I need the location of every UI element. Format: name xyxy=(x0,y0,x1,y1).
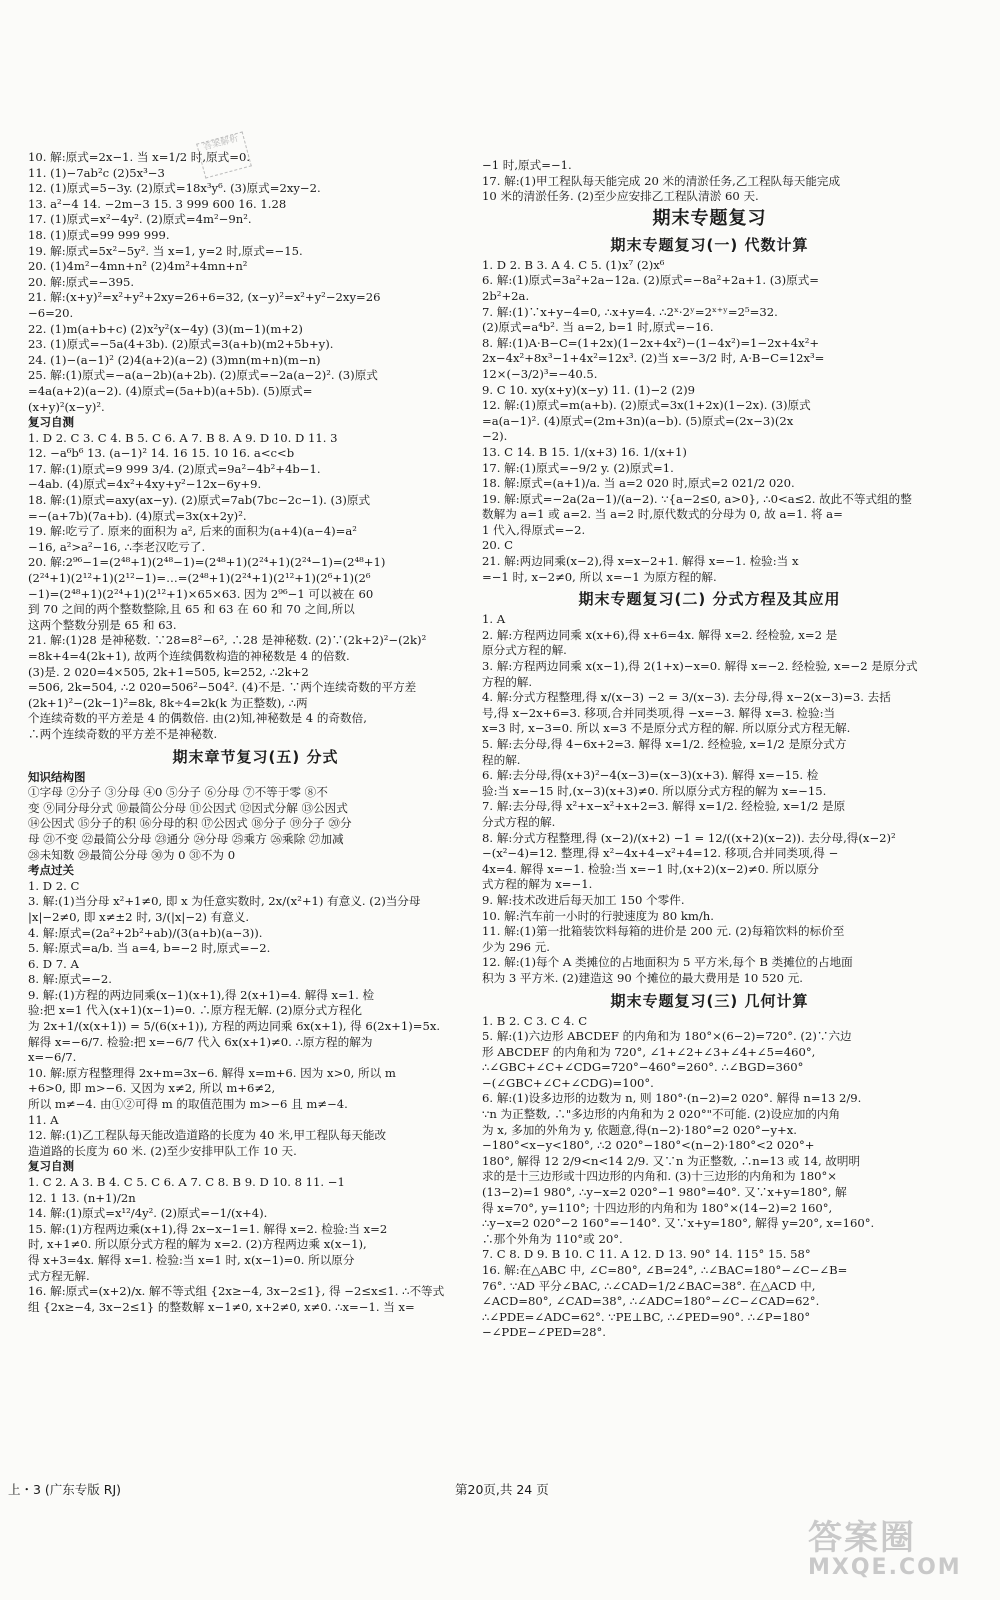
answer-line: 分式方程的解. xyxy=(482,814,556,829)
right-column xyxy=(482,158,937,1341)
answer-line: 数解为 a=1 或 a=2. 当 a=2 时,原代数式的分母为 0, 故 a=1. 将 a= xyxy=(482,507,843,522)
answer-line: 21. 解:(1)28 是神秘数. ∵28=8²−6², ∴28 是神秘数. (2)∵(2k+2)²−(2k)² xyxy=(28,633,427,648)
answer-line: 7. 解:去分母,得 x²+x−x²+x+2=3. 解得 x=1/2. 经检验, x=1/2 是原 xyxy=(482,799,846,814)
answer-line: 19. 解:原式=−2a(2a−1)/(a−2). ∵{a−2≤0, a>0}, ∴0<a≤2. 故此不等式组的整 xyxy=(482,491,912,506)
answer-line: 1. A xyxy=(482,612,506,627)
answer-line: +6>0, 即 m>−6. 又因为 x≠2, 所以 m+6≠2, xyxy=(28,1081,276,1096)
answer-line: 解得 x=−6/7. 检验:把 x=−6/7 代入 6x(x+1)≠0. ∴原方程的解为 xyxy=(28,1034,373,1049)
answer-line: 13. a²−4 14. −2m−3 15. 3 999 600 16. 1.28 xyxy=(28,196,287,211)
answer-line: 1. B 2. C 3. C 4. C xyxy=(482,1013,588,1028)
answer-line: =−(a+7b)(7a+b). (4)原式=3x(x+2y)². xyxy=(28,508,247,523)
answer-line: ∵n 为正整数, ∴"多边形的内角和为 2 020°"不可能. (2)设应加的内角 xyxy=(482,1107,841,1122)
answer-line: 17. 解:(1)甲工程队每天能完成 20 米的清淤任务,乙工程队每天能完成 xyxy=(482,173,841,188)
answer-line: 7. 解:(1)∵x+y−4=0, ∴x+y=4. ∴2ˣ·2ʸ=2ˣ⁺ʸ=2⁵=32. xyxy=(482,304,778,319)
watermark-title: 答案圈 xyxy=(808,1518,916,1558)
answer-line: x=−6/7. xyxy=(28,1050,77,1065)
answer-line: 20. (1)4m²−4mn+n² (2)4m²+4mn+n² xyxy=(28,259,248,274)
answer-line: 6. 解:(1)原式=3a²+2a−12a. (2)原式=−8a²+2a+1. (3)原式= xyxy=(482,273,820,288)
answer-line: 式方程的解为 x=−1. xyxy=(482,877,593,892)
answer-line: 23. (1)原式=−5a(4+3b). (2)原式=3(a+b)(m2+5b+y). xyxy=(28,337,334,352)
answer-line: 20. C xyxy=(482,538,513,553)
section-subheading: 期末专题复习(一) 代数计算 xyxy=(610,235,809,254)
answer-line: 12. −a⁶b⁶ 13. (a−1)² 14. 16 15. 10 16. a<c<b xyxy=(28,446,295,461)
answer-line: 验:把 x=1 代入(x+1)(x−1)=0. ∴原方程无解. (2)原分式方程化 xyxy=(28,1003,363,1018)
answer-line: 验:当 x=−15 时,(x−3)(x+3)≠0. 所以原分式方程的解为 x=−15. xyxy=(482,783,827,798)
answer-line: 14. 解:(1)原式=x¹²/4y². (2)原式=−1/(x+4). xyxy=(28,1206,268,1221)
answer-line: 16. 解:在△ABC 中, ∠C=80°, ∠B=24°, ∴∠BAC=180°−∠C−∠B= xyxy=(482,1263,848,1277)
answer-line: =a(a−1)². (4)原式=(2m+3n)(a−b). (5)原式=(2x−3)(2x xyxy=(482,413,794,428)
section-subheading: 期末专题复习(二) 分式方程及其应用 xyxy=(578,590,841,609)
answer-line: (x+y)²(x−y)². xyxy=(28,399,105,414)
answer-line: 17. 解:(1)原式=−9/2 y. (2)原式=1. xyxy=(482,460,674,475)
answer-line: 5. 解:去分母,得 4−6x+2=3. 解得 x=1/2. 经检验, x=1/2 是原分式方 xyxy=(482,737,847,751)
answer-line: 15. 解:(1)方程两边乘(x+1),得 2x−x−1=1. 解得 x=2. 检验:当 x=2 xyxy=(28,1221,388,1236)
answer-line: 10. 解:汽车前一小时的行驶速度为 80 km/h. xyxy=(482,908,714,923)
answer-line: 到 70 之间的两个整数整除,且 65 和 63 在 60 和 70 之间,所以 xyxy=(28,602,355,617)
answer-line: (13−2)=1 980°, ∴y−x=2 020°−1 980°=40°. 又∵x+y=180°, 解 xyxy=(482,1185,847,1200)
answer-line: 20. 解:原式=−395. xyxy=(28,274,135,289)
answer-line: 1. C 2. A 3. B 4. C 5. C 6. A 7. C 8. B 9. D 10. 8 11. −1 xyxy=(28,1175,345,1189)
answer-line: 2b²+2a. xyxy=(482,288,530,303)
answer-line: 形 ABCDEF 的内角和为 720°, ∠1+∠2+∠3+∠4+∠5=460°, xyxy=(482,1044,816,1059)
answer-line: 2. 解:方程两边同乘 x(x+6),得 x+6=4x. 解得 x=2. 经检验, x=2 是 xyxy=(482,627,838,642)
answer-line: 21. 解:两边同乘(x−2),得 x=x−2+1. 解得 x=−1. 检验:当 x xyxy=(482,554,799,569)
answer-line: 9. C 10. xy(x+y)(x−y) 11. (1)−2 (2)9 xyxy=(482,382,696,397)
answer-line: 所以 m≠−4. 由①②可得 m 的取值范围为 m>−6 且 m≠−4. xyxy=(28,1097,348,1112)
answer-line: ∠ACD=80°, ∠CAD=38°, ∴∠ADC=180°−∠C−∠CAD=62°. xyxy=(482,1294,820,1309)
answer-line: 式方程无解. xyxy=(28,1268,90,1283)
answer-line: ⑭公因式 ⑮分子的积 ⑯分母的积 ⑰公因式 ⑱分子 ⑲分子 ⑳分 xyxy=(28,816,352,831)
answer-line: 6. D 7. A xyxy=(28,956,79,971)
answer-line: 4. 解:原式=(2a²+2b²+ab)/(3(a+b)(a−3)). xyxy=(28,925,263,940)
answer-line: 1. D 2. B 3. A 4. C 5. (1)x⁷ (2)x⁶ xyxy=(482,257,665,272)
answer-line: 11. A xyxy=(28,1112,59,1127)
answer-line: 少为 296 元. xyxy=(482,939,550,954)
answer-line: 17. (1)原式=x²−4y². (2)原式=4m²−9n². xyxy=(28,212,252,227)
section-subheading: 期末专题复习(三) 几何计算 xyxy=(610,991,809,1010)
answer-line: −6=20. xyxy=(28,305,74,320)
answer-line: −180°<x−y<180°, ∴2 020°−180°<(n−2)·180°<2 020°+ xyxy=(482,1138,815,1153)
answer-line: 18. 解:原式=(a+1)/a. 当 a=2 020 时,原式=2 021/2 020. xyxy=(482,476,795,491)
answer-line: 个连续奇数的平方差是 4 的偶数倍. 由(2)知,神秘数是 4 的奇数倍, xyxy=(28,711,367,726)
answer-line: 5. 解:原式=a/b. 当 a=4, b=−2 时,原式=−2. xyxy=(28,941,271,956)
answer-line: 组 {2x≥−4, 3x−2≤1} 的整数解 x−1≠0, x+2≠0, x≠0. ∴x=−1. 当 x= xyxy=(28,1299,415,1314)
answer-line: 9. 解:技术改进后每天加工 150 个零件. xyxy=(482,892,685,907)
answer-line: 25. 解:(1)原式=−a(a−2b)(a+2b). (2)原式=−2a(a−2)². (3)原式 xyxy=(28,368,378,383)
answer-line: 时, x+1≠0. 所以原分式方程的解为 x=2. (2)方程两边乘 x(x−1), xyxy=(28,1237,367,1252)
answer-line: 5. 解:(1)六边形 ABCDEF 的内角和为 180°×(6−2)=720°. (2)∵六边 xyxy=(482,1029,852,1044)
answer-line: 4. 解:分式方程整理,得 x/(x−3) −2 = 3/(x−3). 去分母,得 x−2(x−3)=3. 去括 xyxy=(482,690,891,705)
answer-line: 得 x=70°, y=110°; 十四边形的内角和为 180°×(14−2)=2 160°, xyxy=(482,1200,833,1215)
answer-line: 6. 解:(1)设多边形的边数为 n, 则 180°·(n−2)=2 020°. 解得 n=13 2/9. xyxy=(482,1091,862,1106)
answer-line: 号,得 x−2x+6=3. 移项,合并同类项,得 −x=−3. 解得 x=3. 检验:当 xyxy=(482,705,836,720)
answer-line: (2k+1)²−(2k−1)²=8k, 8k÷4=2k(k 为正整数), ∴两 xyxy=(28,695,308,710)
answer-line: 8. 解:(1)A·B−C=(1+2x)(1−2x+4x²)−(1−4x²)=1−2x+4x²+ xyxy=(482,335,820,350)
answer-line: 1 代入,得原式=−2. xyxy=(482,522,586,537)
answer-line: 造道路的长度为 60 米. (2)至少安排甲队工作 10 天. xyxy=(28,1143,297,1158)
answer-line: 18. (1)原式=99 999 999. xyxy=(28,227,170,242)
answer-line: ∴y−x=2 020°−2 160°=−140°. 又∵x+y=180°, 解得 y=20°, x=160°. xyxy=(482,1216,875,1231)
section-heading: 期末专题复习 xyxy=(652,207,767,229)
answer-line: (2²⁴+1)(2¹²+1)(2¹²−1)=…=(2⁴⁸+1)(2²⁴+1)(2¹²+1)(2⁶+1)(2⁶ xyxy=(28,571,371,586)
answer-line: 为 2x+1/(x(x+1)) = 5/(6(x+1)), 方程的两边同乘 6x(x+1), 得 6(2x+1)=5x. xyxy=(28,1019,441,1034)
watermark-logo xyxy=(808,1510,988,1590)
answer-line: −4ab. (4)原式=4x²+4xy+y²−12x−6y+9. xyxy=(28,477,262,492)
answer-line: 1. D 2. C xyxy=(28,878,80,893)
answer-line: 21. 解:(x+y)²=x²+y²+2xy=26+6=32, (x−y)²=x²+y²−2xy=26 xyxy=(28,290,381,305)
left-column xyxy=(28,150,483,1315)
answer-line: −(∠GBC+∠C+∠CDG)=100°. xyxy=(482,1075,654,1090)
answer-line: −(x²−4)=12. 整理,得 x²−4x+4−x²+4=12. 移项,合并同类项,得 − xyxy=(482,846,839,861)
answer-line: 11. (1)−7ab²c (2)5x³−3 xyxy=(28,165,165,180)
answer-line: 20. 解:2⁹⁶−1=(2⁴⁸+1)(2⁴⁸−1)=(2⁴⁸+1)(2²⁴+1)(2²⁴−1)=(2⁴⁸+1) xyxy=(28,555,386,570)
footer-edition: 上・3 (广东专版 RJ) xyxy=(8,1482,122,1497)
subsection-label: 复习自测 xyxy=(28,1159,74,1174)
answer-line: ∴两个连续奇数的平方差不是神秘数. xyxy=(28,726,218,741)
answer-line: (2)原式=a⁴b². 当 a=2, b=1 时,原式=−16. xyxy=(482,320,714,335)
answer-line: 程的解. xyxy=(482,752,521,767)
subsection-label: 复习自测 xyxy=(28,415,74,430)
answer-line: =8k+4=4(2k+1), 故两个连续偶数构造的神秘数是 4 的倍数. xyxy=(28,649,350,663)
page-number: 第20页,共 24 页 xyxy=(455,1482,549,1497)
answer-line: 10. 解:原式=2x−1. 当 x=1/2 时,原式=0. xyxy=(28,150,251,164)
answer-line: 这两个整数分别是 65 和 63. xyxy=(28,617,177,632)
answer-line: 3. 解:(1)当分母 x²+1≠0, 即 x 为任意实数时, 2x/(x²+1) 有意义. (2)当分母 xyxy=(28,894,421,909)
answer-line: 12. 解:(1)原式=m(a+b). (2)原式=3x(1+2x)(1−2x). (3)原式 xyxy=(482,398,811,413)
answer-line: ①字母 ②分子 ③分母 ④0 ⑤分子 ⑥分母 ⑦不等于零 ⑧不 xyxy=(28,785,328,800)
answer-line: 变 ⑨同分母分式 ⑩最简公分母 ⑪公因式 ⑫因式分解 ⑬公因式 xyxy=(28,800,348,815)
answer-line: −1)=(2⁴⁸+1)(2²⁴+1)(2¹²+1)×65×63. 因为 2⁹⁶−1 可以被在 60 xyxy=(28,586,374,601)
answer-line: 76°. ∵AD 平分∠BAC, ∴∠CAD=1/2∠BAC=38°. 在△ACD 中, xyxy=(482,1278,816,1293)
answer-line: ∴∠PDE=∠ADC=62°. ∵PE⊥BC, ∴∠PED=90°. ∴∠P=180° xyxy=(482,1309,811,1324)
answer-line: 10 米的清淤任务. (2)至少应安排乙工程队清淤 60 天. xyxy=(482,189,759,204)
subsection-label: 知识结构图 xyxy=(28,769,86,784)
answer-line: 12. (1)原式=5−3y. (2)原式=18x³y⁶. (3)原式=2xy−2. xyxy=(28,181,321,196)
answer-line: −∠PDE−∠PED=28°. xyxy=(482,1325,606,1340)
answer-line: 10. 解:原方程整理得 2x+m=3x−6. 解得 x=m+6. 因为 x>0, 所以 m xyxy=(28,1065,396,1080)
answer-line: |x|−2≠0, 即 x≠±2 时, 3/(|x|−2) 有意义. xyxy=(28,909,250,924)
answer-line: (3)是. 2 020=4×505, 2k+1=505, k=252, ∴2k+2 xyxy=(28,664,309,679)
answer-line: 母 ㉑不变 ㉒最简公分母 ㉓通分 ㉔分母 ㉕乘方 ㉖乘除 ㉗加减 xyxy=(28,831,344,846)
watermark-url: MXQE.COM xyxy=(808,1555,962,1580)
answer-line: −1 时,原式=−1. xyxy=(482,158,572,172)
answer-line: 19. 解:原式=5x²−5y². 当 x=1, y=2 时,原式=−15. xyxy=(28,243,303,258)
answer-line: 180°, 解得 12 2/9<n<14 2/9. 又∵n 为正整数, ∴n=13 或 14, 故明明 xyxy=(482,1153,861,1168)
answer-line: 得 x+3=4x. 解得 x=1. 检验:当 x=1 时, x(x−1)=0. 所以原分 xyxy=(28,1252,355,1267)
answer-line: =4a(a+2)(a−2). (4)原式=(5a+b)(a+5b). (5)原式= xyxy=(28,383,313,398)
answer-line: 原分式方程的解. xyxy=(482,643,567,658)
answer-line: ㉘未知数 ㉙最简公分母 ㉚为 0 ㉛不为 0 xyxy=(28,847,236,862)
answer-line: x=3 时, x−3=0. 所以 x=3 不是原分式方程的解. 所以原分式方程无解. xyxy=(482,721,851,736)
answer-line: 积为 3 平方米. (2)建造这 90 个摊位的最大费用是 10 520 元. xyxy=(482,970,803,985)
answer-line: =−1 时, x−2≠0, 所以 x=−1 为原方程的解. xyxy=(482,569,717,584)
answer-line: 19. 解:吃亏了. 原来的面积为 a², 后来的面积为(a+4)(a−4)=a² xyxy=(28,524,357,539)
answer-line: 8. 解:原式=−2. xyxy=(28,972,112,987)
answer-line: 8. 解:分式方程整理,得 (x−2)/(x+2) −1 = 12/((x+2)(x−2)). 去分母,得(x−2)² xyxy=(482,830,896,845)
subsection-label: 考点过关 xyxy=(28,863,74,878)
answer-line: 13. C 14. B 15. 1/(x+3) 16. 1/(x+1) xyxy=(482,444,687,459)
answer-line: 17. 解:(1)原式=9 999 3/4. (2)原式=9a²−4b²+4b−1. xyxy=(28,461,321,476)
answer-line: ∴∠GBC+∠C+∠CDG=720°−460°=260°. ∴∠BGD=360° xyxy=(482,1060,804,1075)
answer-line: 12. 1 13. (n+1)/2n xyxy=(28,1190,136,1205)
answer-line: 2x−4x²+8x³−1+4x²=12x³. (2)当 x=−3/2 时, A·B−C=12x³= xyxy=(482,351,825,366)
answer-line: 12. 解:(1)乙工程队每天能改造道路的长度为 40 米,甲工程队每天能改 xyxy=(28,1128,387,1143)
answer-line: 3. 解:方程两边同乘 x(x−1),得 2(1+x)−x=0. 解得 x=−2. 经检验, x=−2 是原分式 xyxy=(482,659,918,674)
answer-line: 12. 解:(1)每个 A 类摊位的占地面积为 5 平方米,每个 B 类摊位的占地面 xyxy=(482,955,853,970)
answer-line: 4x=4. 解得 x=−1. 检验:当 x=−1 时,(x+2)(x−2)≠0. 所以原分 xyxy=(482,861,819,876)
answer-line: 22. (1)m(a+b+c) (2)x²y²(x−4y) (3)(m−1)(m+2) xyxy=(28,321,303,336)
section-subheading: 期末章节复习(五) 分式 xyxy=(172,747,339,766)
answer-line: −16, a²>a²−16, ∴李老汉吃亏了. xyxy=(28,539,206,554)
answer-line: =506, 2k=504, ∴2 020=506²−504². (4)不是. ∵两个连续奇数的平方差 xyxy=(28,680,417,695)
stamp-mark: 答案解析 xyxy=(196,131,252,178)
answer-line: 11. 解:(1)第一批箱装饮料每箱的进价是 200 元. (2)每箱饮料的标价至 xyxy=(482,924,845,939)
answer-line: 6. 解:去分母,得(x+3)²−4(x−3)=(x−3)(x+3). 解得 x=−15. 检 xyxy=(482,768,819,783)
answer-line: −2). xyxy=(482,429,508,444)
answer-line: 12×(−3/2)³=−40.5. xyxy=(482,366,598,381)
answer-line: 18. 解:(1)原式=axy(ax−y). (2)原式=7ab(7bc−2c−1). (3)原式 xyxy=(28,493,371,508)
answer-line: 1. D 2. C 3. C 4. B 5. C 6. A 7. B 8. A 9. D 10. D 11. 3 xyxy=(28,430,338,445)
answer-line: 24. (1)−(a−1)² (2)4(a+2)(a−2) (3)mn(m+n)(m−n) xyxy=(28,352,321,367)
answer-line: 9. 解:(1)方程的两边同乘(x−1)(x+1),得 2(x+1)=4. 解得 x=1. 检 xyxy=(28,987,375,1002)
answer-line: 为 x, 多加的外角为 y, 依题意,得(n−2)·180°=2 020°−y+x. xyxy=(482,1122,797,1137)
answer-line: 方程的解. xyxy=(482,674,533,689)
answer-line: ∴那个外角为 110°或 20°. xyxy=(482,1231,623,1246)
answer-line: 求的是十三边形或十四边形的内角和. (3)十三边形的内角和为 180°× xyxy=(482,1169,837,1184)
answer-line: 16. 解:原式=(x+2)/x. 解不等式组 {2x≥−4, 3x−2≤1}, 得 −2≤x≤1. ∴不等式 xyxy=(28,1284,445,1299)
answer-line: 7. C 8. D 9. B 10. C 11. A 12. D 13. 90° 14. 115° 15. 58° xyxy=(482,1247,811,1262)
